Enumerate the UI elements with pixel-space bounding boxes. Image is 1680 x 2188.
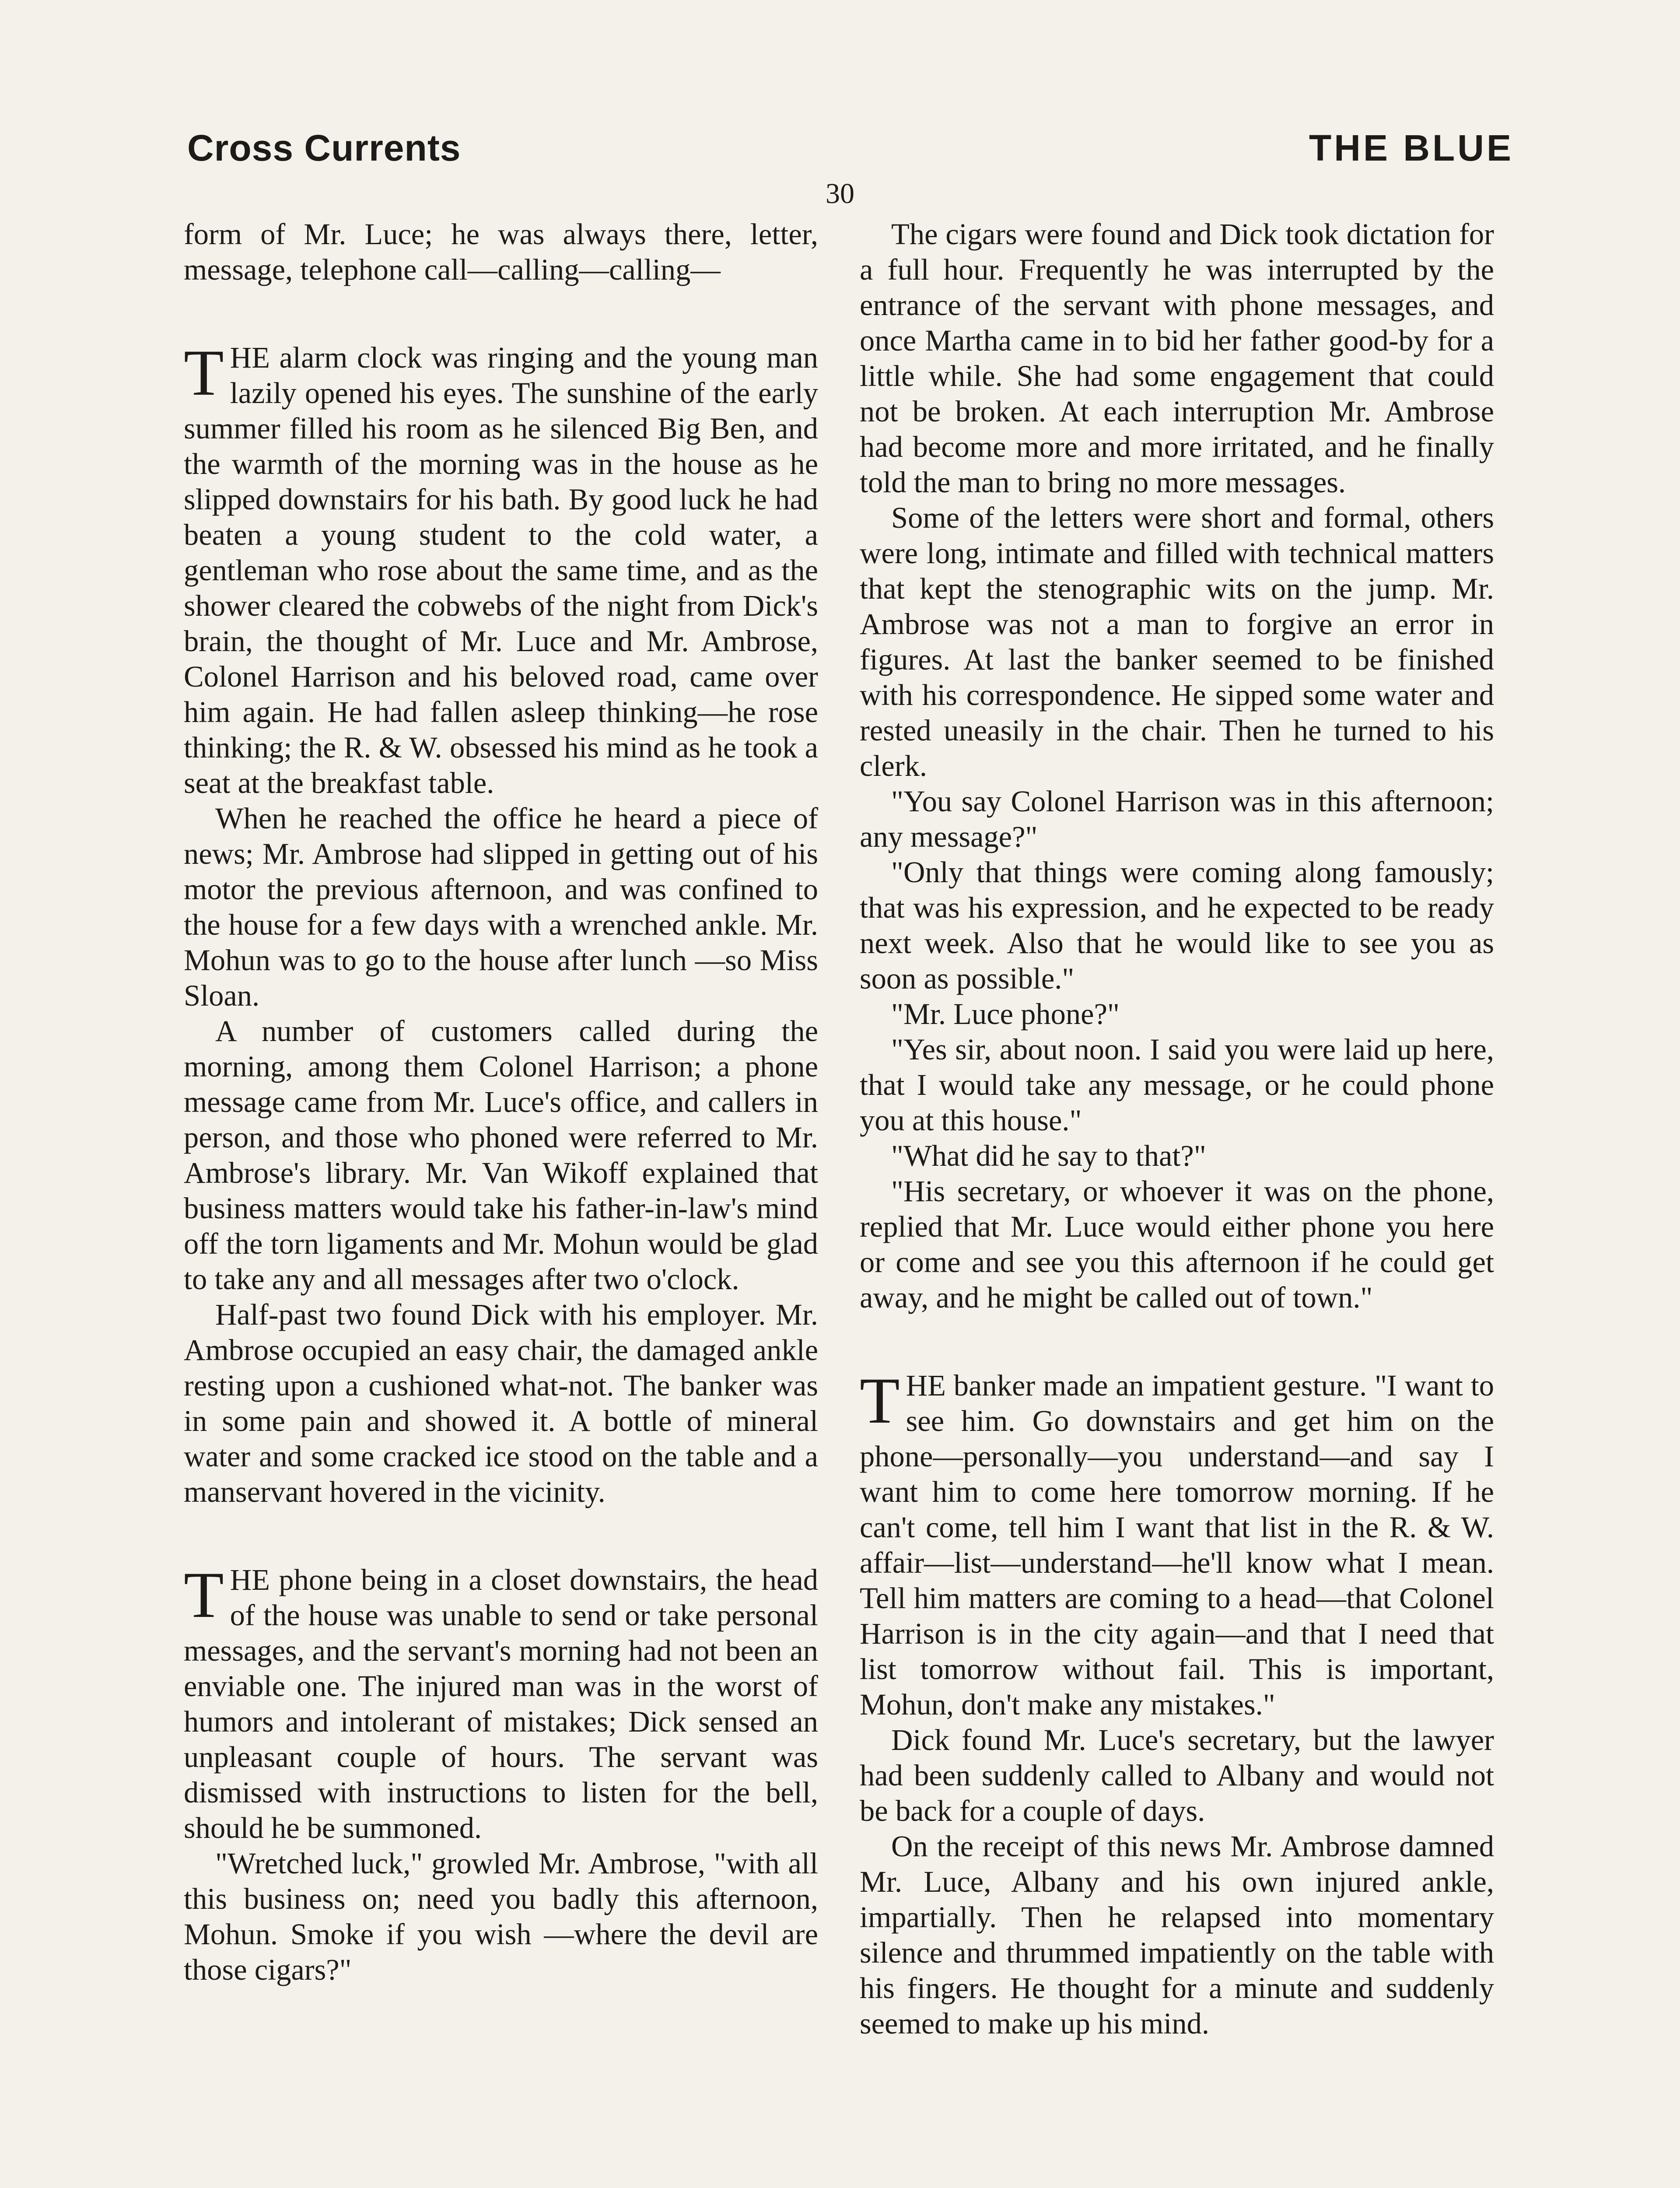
paragraph-dropcap xyxy=(860,1364,1494,1722)
paragraph: "What did he say to that?" xyxy=(891,1139,1206,1172)
paragraph: "Only that things were coming along famously; that was his expression, and he expected to be ready next week. Also that he would like to see you as soon as possible." xyxy=(860,856,1494,995)
paragraph: form of Mr. Luce; he was always there, letter, message, telephone call—calling—calling— xyxy=(184,217,818,286)
paragraph: Dick found Mr. Luce's secretary, but the lawyer had been suddenly called to Albany and would not be back for a couple of days. xyxy=(860,1723,1494,1827)
running-header-magazine: THE BLUE xyxy=(1309,127,1514,168)
paragraph: When he reached the office he heard a piece of news; Mr. Ambrose had slipped in getting out of his motor the previous afternoon, and was confined to the house for a few days with a wrenched ankle. Mr. Mohun was to go to the house after lunch —so Miss Sloan. xyxy=(184,802,818,1012)
right-column xyxy=(860,217,1494,2041)
drop-cap: T xyxy=(184,337,224,409)
paragraph-dropcap xyxy=(184,1559,818,1846)
paragraph: "Mr. Luce phone?" xyxy=(891,997,1120,1031)
paragraph: A number of customers called during the morning, among them Colonel Harrison; a phone message came from Mr. Luce's office, and callers in person, and those who phoned were referred to Mr. Ambrose's library. Mr. Van Wikoff explained that business matters would take his father-in-law's mind off the torn ligaments and Mr. Mohun would be glad to take any and all messages after two o'clock. xyxy=(184,1014,818,1296)
page-number: 30 xyxy=(826,178,854,210)
running-header-title: Cross Currents xyxy=(187,127,461,168)
paragraph: "Wretched luck," growled Mr. Ambrose, "with all this business on; need you badly this afternoon, Mohun. Smoke if you wish —where the devil are those cigars?" xyxy=(184,1847,818,1986)
paragraph-text: HE phone being in a closet downstairs, the head of the house was unable to send or take personal messages, and the servant's morning had not been an enviable one. The injured man was in the worst of humors and intolerant of mistakes; Dick sensed an unpleasant couple of hours. The servant was dismissed with instructions to listen for the bell, should he be summoned. xyxy=(184,1563,818,1844)
paragraph: The cigars were found and Dick took dictation for a full hour. Frequently he was interrupted by the entrance of the servant with phone messages, and once Martha came in to bid her father good-by for a little while. She had some engagement that could not be broken. At each interruption Mr. Ambrose had become more and more irritated, and he finally told the man to bring no more messages. xyxy=(860,217,1494,499)
paragraph-text: HE alarm clock was ringing and the young man lazily opened his eyes. The sunshine of the early summer filled his room as he silenced Big Ben, and the warmth of the morning was in the house as he slipped downstairs for his bath. By good luck he had beaten a young student to the cold water, a gentleman who rose about the same time, and as the shower cleared the cobwebs of the night from Dick's brain, the thought of Mr. Luce and Mr. Ambrose, Colonel Harrison and his beloved road, came over him again. He had fallen asleep thinking—he rose thinking; the R. & W. obsessed his mind as he took a seat at the breakfast table. xyxy=(184,341,818,799)
paragraph: On the receipt of this news Mr. Ambrose damned Mr. Luce, Albany and his own injured ankle, impartially. Then he relapsed into momentary silence and thrummed impatiently on the table with his fingers. He thought for a minute and suddenly seemed to make up his mind. xyxy=(860,1830,1494,2040)
drop-cap: T xyxy=(860,1364,900,1437)
paragraph-text: HE banker made an impatient gesture. "I want to see him. Go downstairs and get him on the phone—personally—you understand—and say I want him to come here tomorrow morning. If he can't come, tell him I want that list in the R. & W. affair—list—understand—he'll know what I mean. Tell him matters are coming to a head—that Colonel Harrison is in the city again—and that I need that list tomorrow without fail. This is important, Mohun, don't make any mistakes." xyxy=(860,1369,1494,1721)
paragraph: "His secretary, or whoever it was on the phone, replied that Mr. Luce would either phone you here or come and see you this afternoon if he could get away, and he might be called out of town." xyxy=(860,1175,1494,1314)
paragraph: "Yes sir, about noon. I said you were laid up here, that I would take any message, or he could phone you at this house." xyxy=(860,1033,1494,1137)
drop-cap: T xyxy=(184,1559,224,1631)
paragraph: Half-past two found Dick with his employer. Mr. Ambrose occupied an easy chair, the damaged ankle resting upon a cushioned what-not. The banker was in some pain and showed it. A bottle of mineral water and some cracked ice stood on the table and a manservant hovered in the vicinity. xyxy=(184,1298,818,1508)
paragraph: Some of the letters were short and formal, others were long, intimate and filled with technical matters that kept the stenographic wits on the jump. Mr. Ambrose was not a man to forgive an error in figures. At last the banker seemed to be finished with his correspondence. He sipped some water and rested uneasily in the chair. Then he turned to his clerk. xyxy=(860,501,1494,782)
left-column xyxy=(184,217,818,1988)
paragraph-dropcap xyxy=(184,337,818,801)
paragraph: "You say Colonel Harrison was in this afternoon; any message?" xyxy=(860,785,1494,853)
